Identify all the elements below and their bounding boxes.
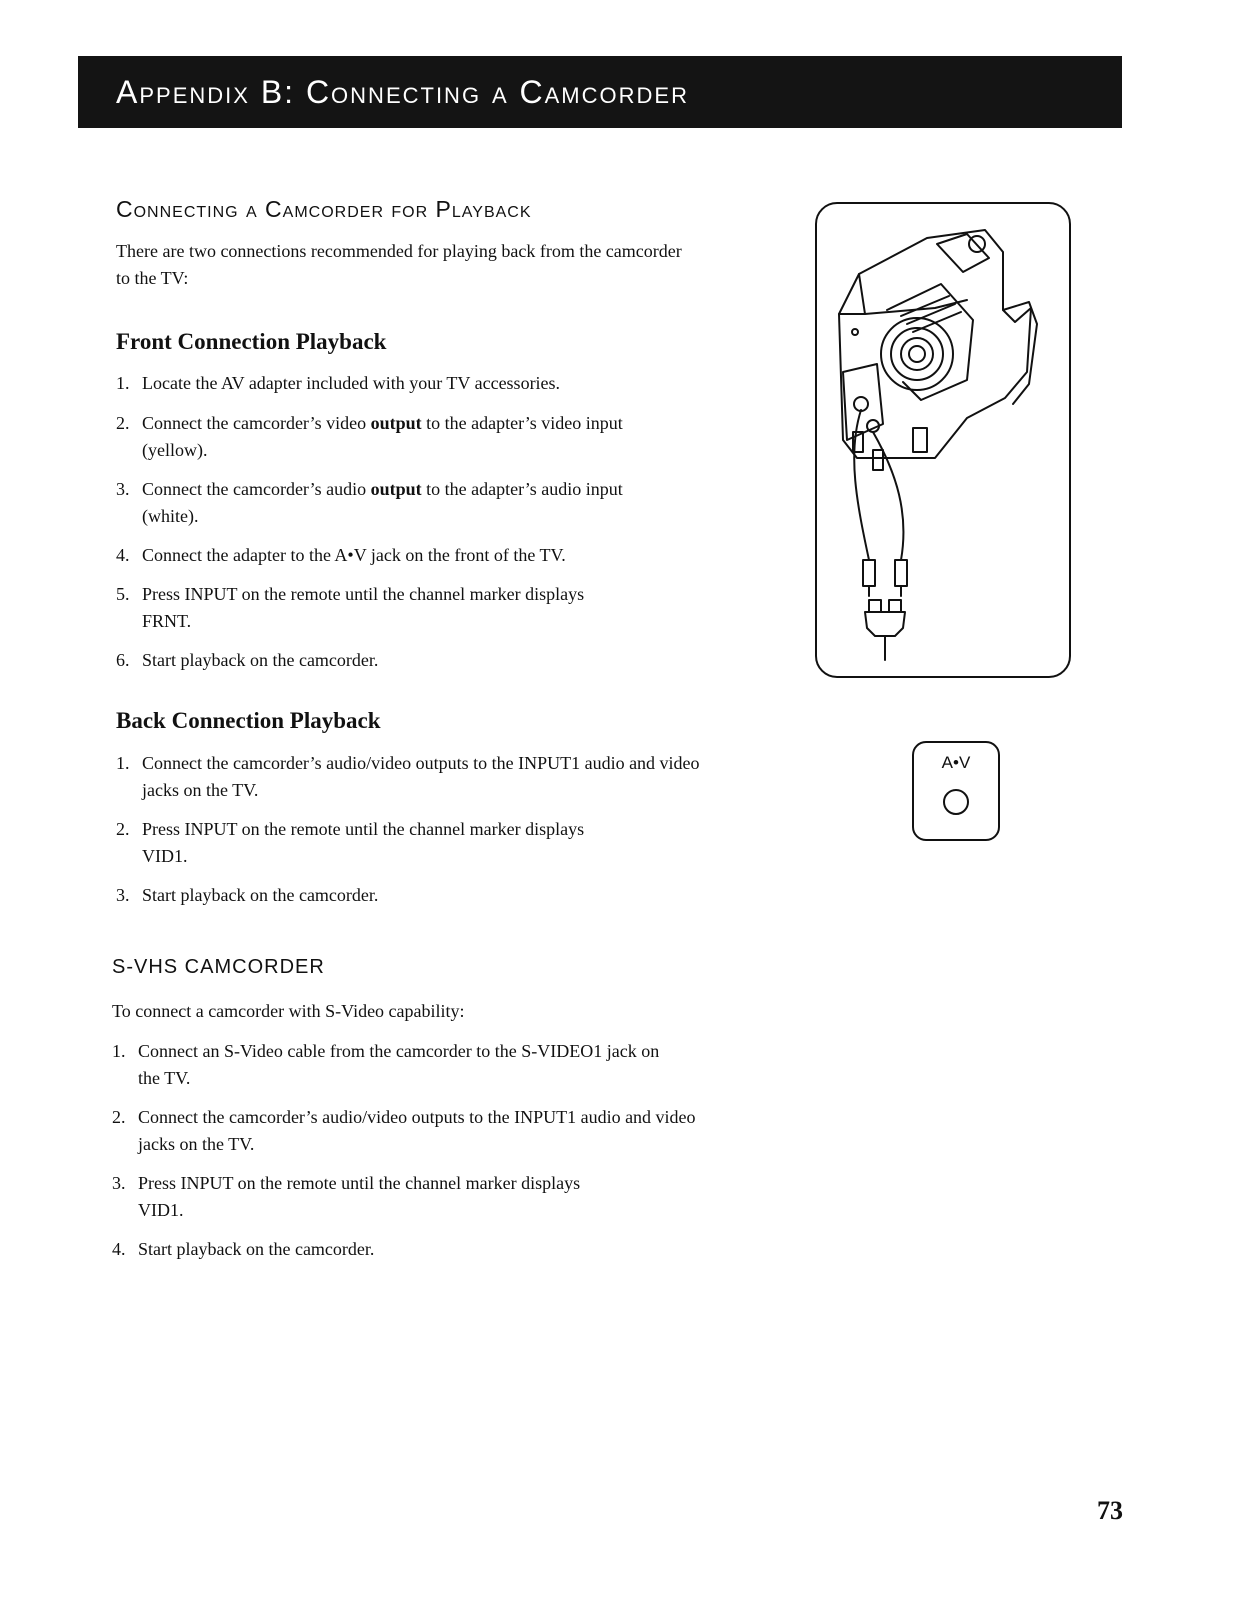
camcorder-illustration bbox=[817, 204, 1069, 676]
camcorder-figure bbox=[815, 202, 1071, 678]
svhs-heading: S-VHS CAMCORDER bbox=[112, 956, 325, 978]
playback-intro: There are two connections recommended for playing back from the camcorder to the TV: bbox=[116, 241, 682, 288]
av-jack-figure bbox=[912, 741, 1000, 841]
output-keyword: output bbox=[370, 479, 422, 499]
playback-heading: Connecting a Camcorder for Playback bbox=[116, 196, 532, 222]
av-jack-label: A•V bbox=[941, 753, 971, 772]
page-number: 73 bbox=[1097, 1496, 1123, 1525]
back-heading: Back Connection Playback bbox=[116, 708, 381, 733]
header-banner bbox=[78, 56, 1122, 128]
av-jack-icon bbox=[943, 789, 969, 815]
page-title: Appendix B: Connecting a Camcorder bbox=[116, 74, 689, 110]
output-keyword: output bbox=[370, 413, 422, 433]
front-heading: Front Connection Playback bbox=[116, 329, 387, 354]
svhs-intro: To connect a camcorder with S-Video capability: bbox=[112, 1001, 465, 1021]
